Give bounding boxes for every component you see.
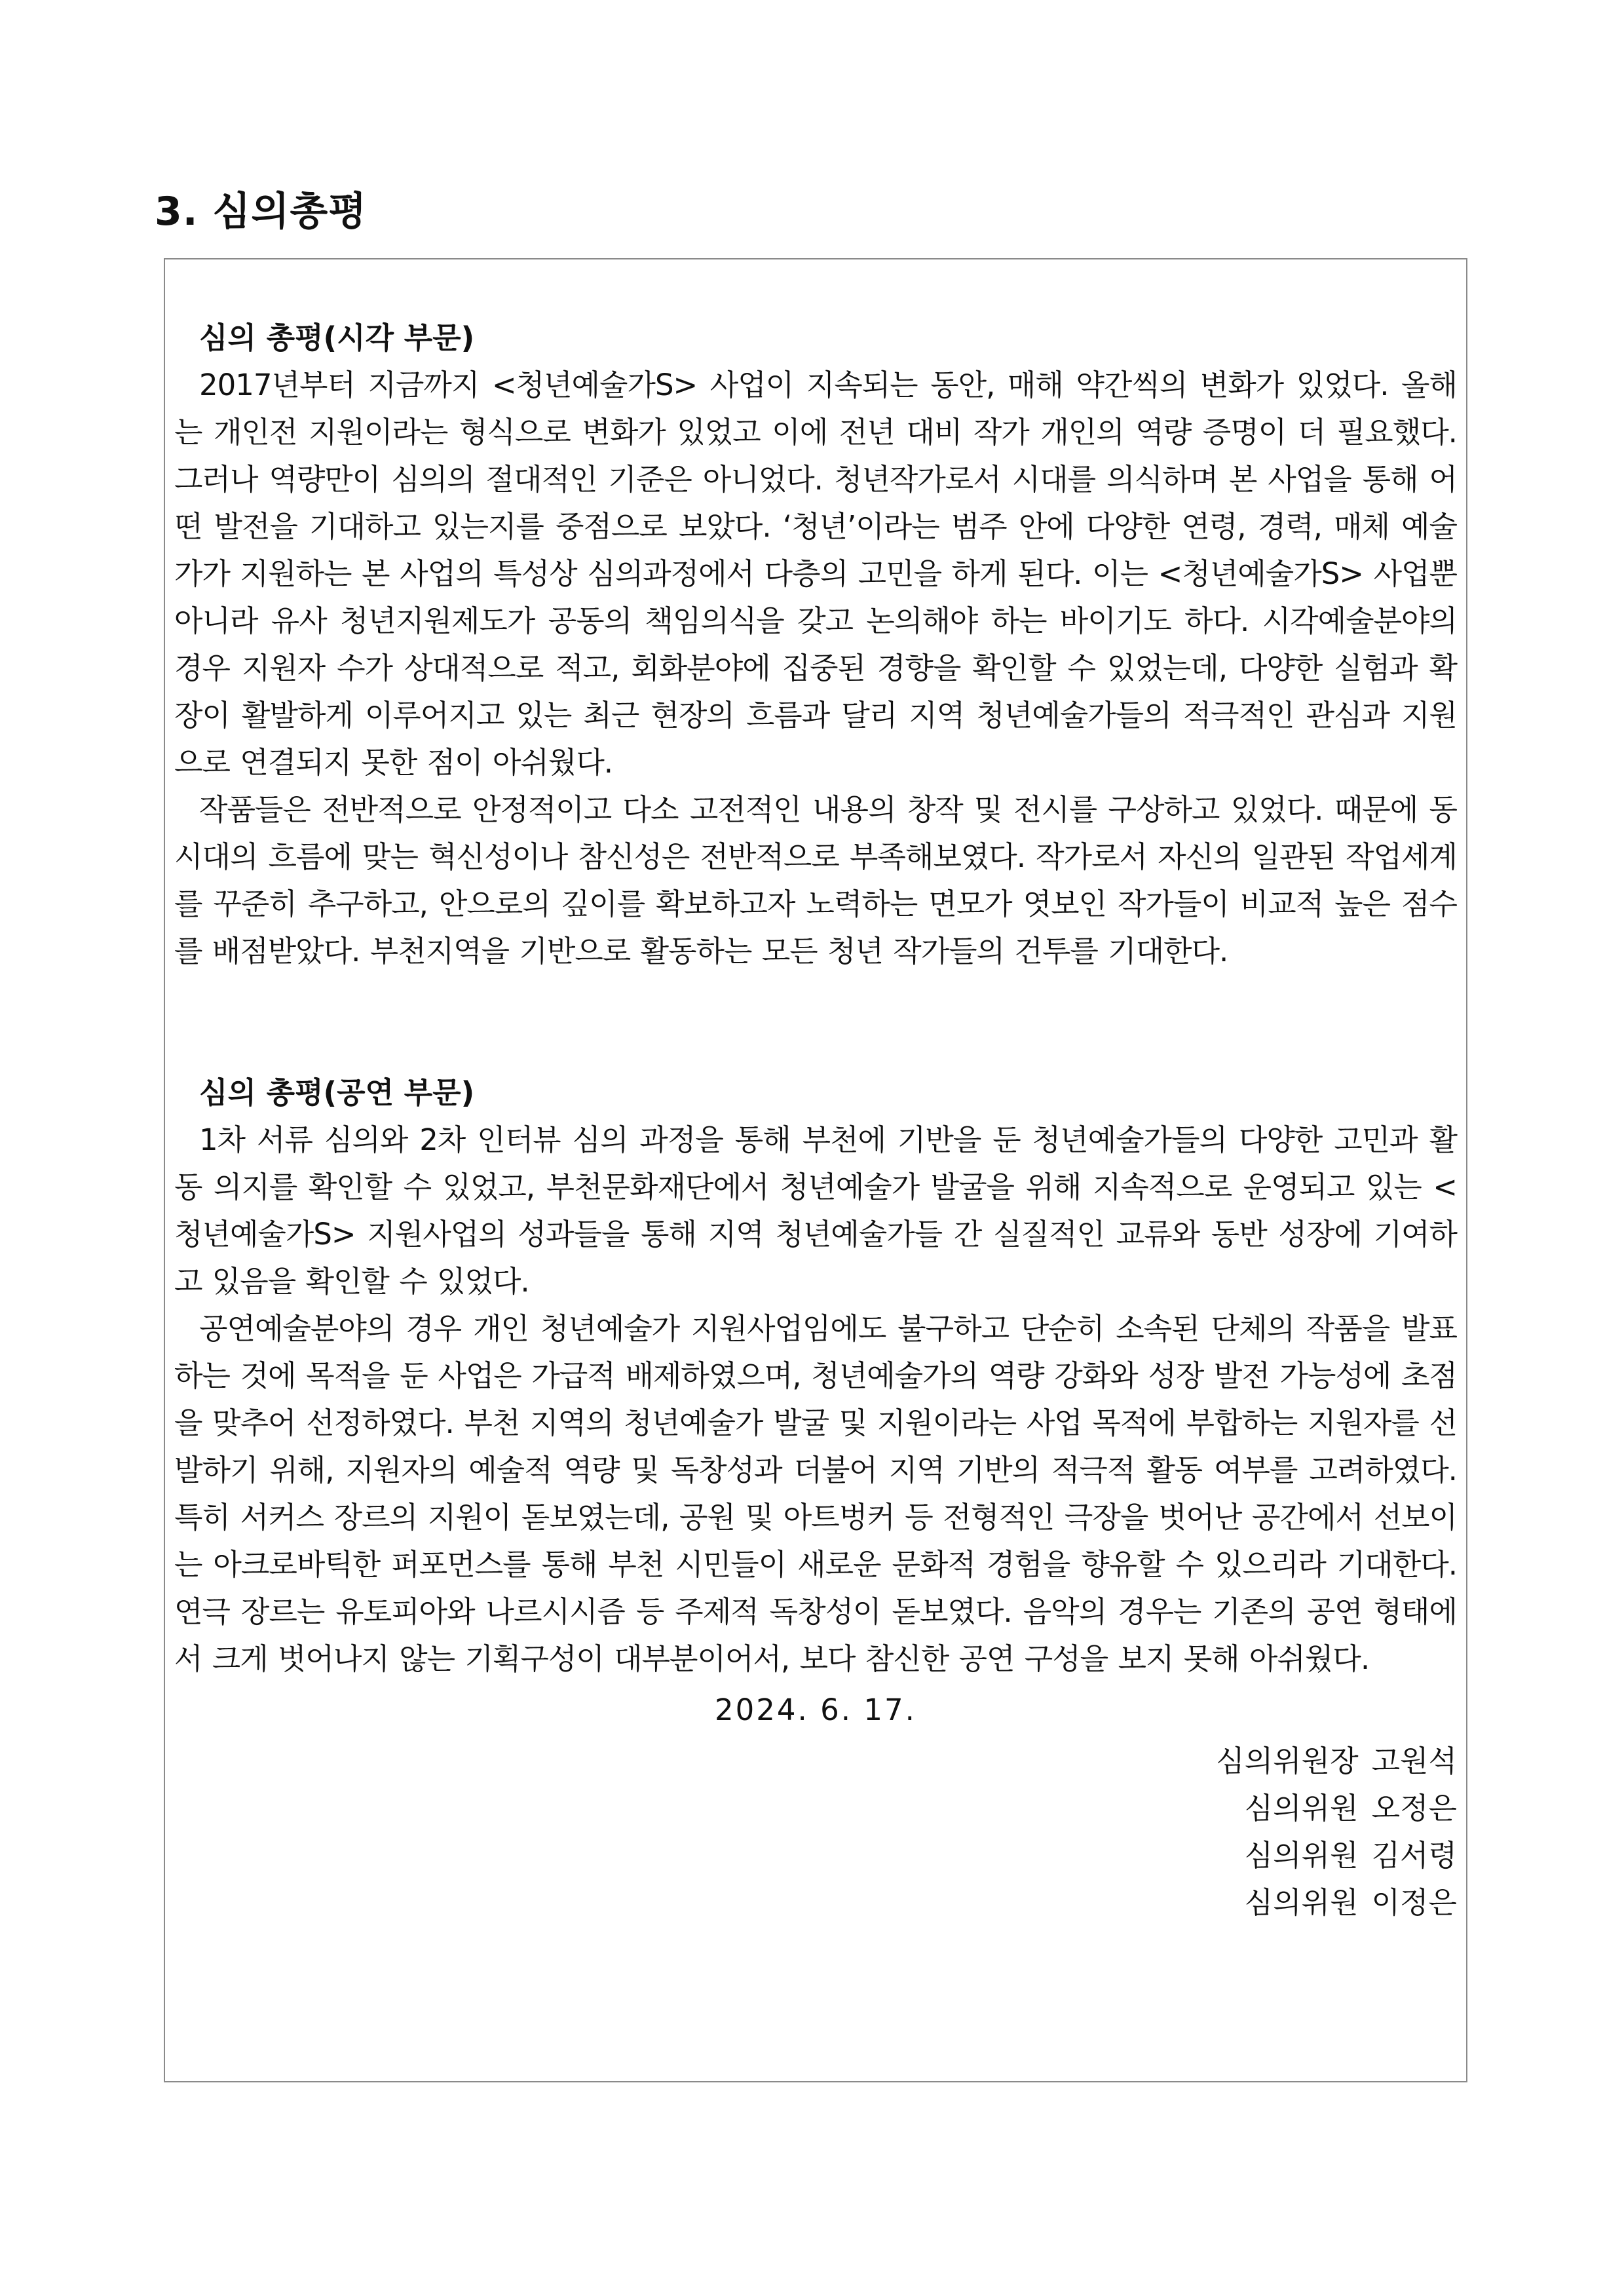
visual-paragraph-2: 작품들은 전반적으로 안정적이고 다소 고전적인 내용의 창작 및 전시를 구상하고 있었다. 때문에 동시대의 흐름에 맞는 혁신성이나 참신성은 전반적으로 부족해보였다. 작가로서 자신의 일관된 작업세계를 꾸준히 추구하고, 안으로의 깊이를 확보하고자 노력하는 면모가 엿보인 작가들이 비교적 높은 점수를 배점받았다. 부천지역을 기반으로 활동하는 모든 청년 작가들의 건투를 기대한다.: [174, 792, 1457, 968]
signer-role: 심의위원: [1244, 1838, 1359, 1873]
performance-paragraph-2: 공연예술분야의 경우 개인 청년예술가 지원사업임에도 불구하고 단순히 소속된 단체의 작품을 발표하는 것에 목적을 둔 사업은 가급적 배제하였으며, 청년예술가의 역량 강화와 성장 발전 가능성에 초점을 맞추어 선정하였다. 부천 지역의 청년예술가 발굴 및 지원이라는 사업 목적에 부합하는 지원자를 선발하기 위해, 지원자의 예술적 역량 및 독창성과 더불어 지역 기반의 적극적 활동 여부를 고려하였다. 특히 서커스 장르의 지원이 돋보였는데, 공원 및 아트벙커 등 전형적인 극장을 벗어난 공간에서 선보이는 아크로바틱한 퍼포먼스를 통해 부천 시민들이 새로운 문화적 경험을 향유할 수 있으리라 기대한다. 연극 장르는 유토피아와 나르시시즘 등 주제적 독창성이 돋보였다. 음악의 경우는 기존의 공연 형태에서 크게 벗어나지 않는 기획구성이 대부분이어서, 보다 참신한 공연 구성을 보지 못해 아쉬웠다.: [174, 1311, 1457, 1676]
performance-heading: 심의 총평(공연 부문): [199, 1075, 475, 1110]
review-date: 2024. 6. 17.: [715, 1693, 916, 1727]
signer-chair: [174, 1738, 1457, 1785]
visual-heading: 심의 총평(시각 부문): [199, 320, 475, 355]
signer-name: 고원석: [1371, 1744, 1457, 1778]
signer-member: [174, 1832, 1457, 1879]
signer-member: [174, 1785, 1457, 1832]
signer-role: 심의위원: [1244, 1885, 1359, 1920]
signer-name: 김서령: [1371, 1838, 1457, 1873]
visual-paragraph-1: 2017년부터 지금까지 <청년예술가S> 사업이 지속되는 동안, 매해 약간씩의 변화가 있었다. 올해는 개인전 지원이라는 형식으로 변화가 있었고 이에 전년 대비 작가 개인의 역량 증명이 더 필요했다. 그러나 역량만이 심의의 절대적인 기준은 아니었다. 청년작가로서 시대를 의식하며 본 사업을 통해 어떤 발전을 기대하고 있는지를 중점으로 보았다. ‘청년’이라는 범주 안에 다양한 연령, 경력, 매체 예술가가 지원하는 본 사업의 특성상 심의과정에서 다층의 고민을 하게 된다. 이는 <청년예술가S> 사업뿐 아니라 유사 청년지원제도가 공동의 책임의식을 갖고 논의해야 하는 바이기도 하다. 시각예술분야의 경우 지원자 수가 상대적으로 적고, 회화분야에 집중된 경향을 확인할 수 있었는데, 다양한 실험과 확장이 활발하게 이루어지고 있는 최근 현장의 흐름과 달리 지역 청년예술가들의 적극적인 관심과 지원으로 연결되지 못한 점이 아쉬웠다.: [174, 368, 1457, 780]
signer-role: 심의위원장: [1216, 1744, 1359, 1778]
performance-paragraph-1: 1차 서류 심의와 2차 인터뷰 심의 과정을 통해 부천에 기반을 둔 청년예술가들의 다양한 고민과 활동 의지를 확인할 수 있었고, 부천문화재단에서 청년예술가 발굴을 위해 지속적으로 운영되고 있는 <청년예술가S> 지원사업의 성과들을 통해 지역 청년예술가들 간 실질적인 교류와 동반 성장에 기여하고 있음을 확인할 수 있었다.: [174, 1122, 1457, 1299]
signer-name: 오정은: [1371, 1791, 1457, 1826]
signer-list: [174, 1738, 1457, 1926]
section-gap: [174, 975, 1457, 1069]
section-title: 3. 심의총평: [155, 189, 368, 235]
signer-member: [174, 1879, 1457, 1926]
signer-role: 심의위원: [1244, 1791, 1359, 1826]
signer-name: 이정은: [1371, 1885, 1457, 1920]
review-content: [174, 315, 1457, 1926]
